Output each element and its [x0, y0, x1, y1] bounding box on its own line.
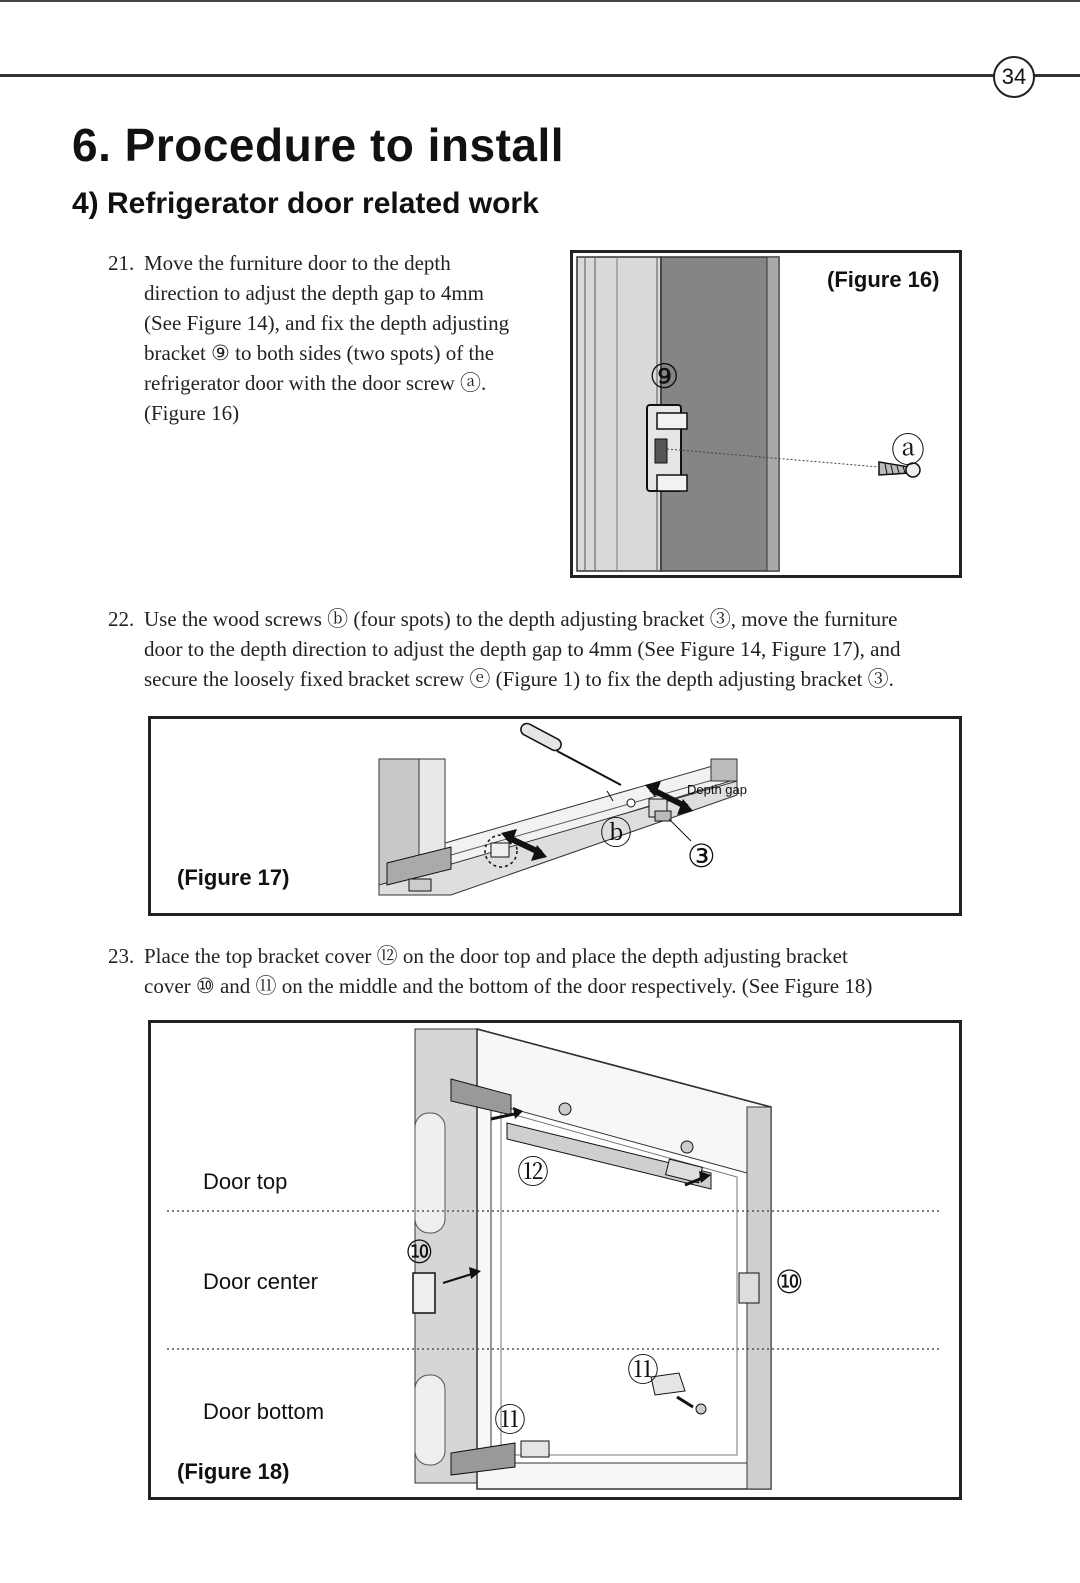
callout-3: ③: [687, 838, 716, 874]
figure-17: [148, 716, 962, 916]
step-line: (Figure 16): [144, 401, 240, 425]
callout-10-right: ⑩: [775, 1264, 804, 1300]
figure-16: [570, 250, 962, 578]
step-number: 23.: [108, 944, 135, 968]
step-number: 22.: [108, 607, 135, 631]
door-center-label: Door center: [203, 1269, 318, 1294]
figure-17-label: (Figure 17): [177, 865, 290, 890]
step-22: [108, 604, 988, 694]
door-bottom-label: Door bottom: [203, 1399, 325, 1424]
step-line: cover ⑩ and ⑪ on the middle and the bottom of the door respectively. (See Figure 18): [144, 974, 873, 998]
step-line: door to the depth direction to adjust the depth gap to 4mm (See Figure 14, Figure 17), and: [144, 637, 901, 661]
step-line: (See Figure 14), and fix the depth adjusting: [144, 311, 510, 335]
step-line: Use the wood screws ⓑ (four spots) to the depth adjusting bracket ③, move the furniture: [144, 607, 898, 631]
step-23: [108, 941, 988, 1001]
step-number: 21.: [108, 251, 135, 275]
callout-a: ⓐ: [891, 432, 925, 470]
callout-11-left: ⑪: [494, 1402, 527, 1438]
step-line: bracket ⑨ to both sides (two spots) of the: [144, 341, 495, 365]
callout-9: ⑨: [649, 358, 680, 396]
step-line: Move the furniture door to the depth: [144, 251, 451, 275]
callout-11-right: ⑪: [627, 1352, 660, 1388]
header-stripe-bar: [0, 0, 1080, 78]
door-top-label: Door top: [203, 1169, 288, 1194]
page-number: 34: [993, 56, 1035, 98]
step-line: secure the loosely fixed bracket screw ⓔ (Figure 1) to fix the depth adjusting bracket ③.: [144, 667, 894, 691]
figure-16-illustration: [573, 253, 959, 575]
screwdriver-icon: [519, 721, 621, 785]
step-line: refrigerator door with the door screw ⓐ.: [144, 371, 487, 395]
figure-18-illustration: [151, 1023, 959, 1497]
step-21: [108, 248, 548, 428]
figure-16-label: (Figure 16): [827, 267, 940, 292]
depth-gap-label: Depth gap: [687, 782, 747, 797]
page-title: 6. Procedure to install: [72, 119, 565, 171]
callout-10-left: ⑩: [405, 1234, 434, 1270]
figure-18-label: (Figure 18): [177, 1459, 290, 1484]
callout-12: ⑫: [517, 1154, 550, 1190]
step-line: Place the top bracket cover ⑫ on the door top and place the depth adjusting bracket: [144, 944, 848, 968]
step-line: direction to adjust the depth gap to 4mm: [144, 281, 485, 305]
section-subtitle: 4) Refrigerator door related work: [72, 187, 539, 220]
depth-bracket-9: [647, 405, 687, 491]
callout-b: ⓑ: [600, 815, 633, 851]
figure-18: [148, 1020, 962, 1500]
